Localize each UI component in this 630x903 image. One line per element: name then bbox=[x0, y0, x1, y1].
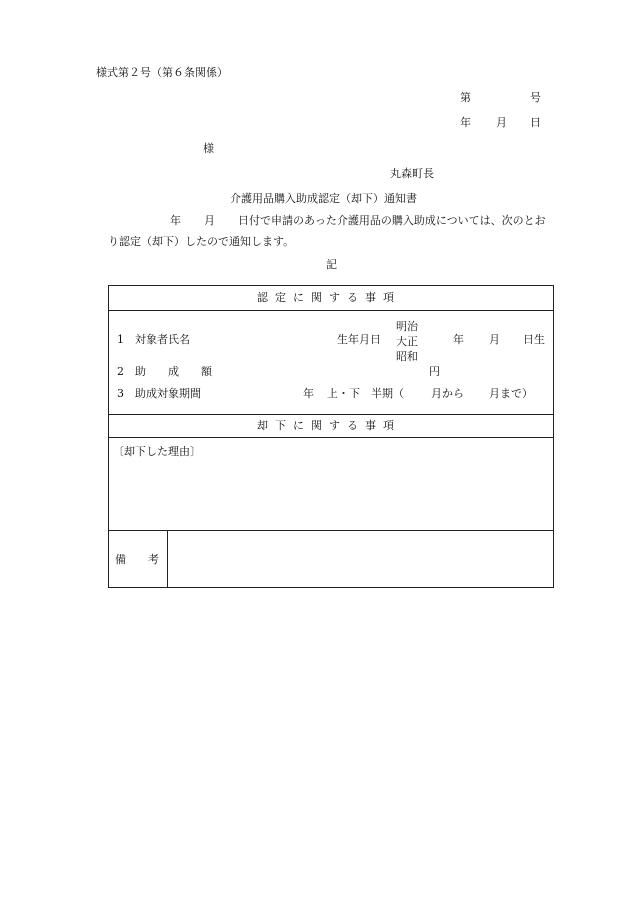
approval-section-header: 認定に関する事項 bbox=[257, 291, 401, 304]
birth-month: 月 bbox=[489, 333, 500, 346]
remarks-label: 備 考 bbox=[115, 553, 159, 566]
birth-day: 日生 bbox=[523, 333, 545, 346]
era-meiji: 明治 bbox=[396, 320, 418, 333]
body-line-2: り認定（却下）したので通知します。 bbox=[108, 235, 295, 248]
rejection-section-header: 却下に関する事項 bbox=[257, 419, 401, 432]
period-to: 月まで） bbox=[489, 387, 533, 400]
birth-year: 年 bbox=[453, 333, 464, 346]
subsidy-amount-unit: 円 bbox=[429, 365, 440, 378]
period-half: 上・下 半期（ bbox=[327, 387, 404, 400]
table-rule bbox=[109, 414, 553, 415]
issue-number-suffix: 号 bbox=[530, 91, 541, 104]
ki-label: 記 bbox=[326, 258, 337, 271]
form-number: 様式第２号（第６条関係） bbox=[96, 66, 228, 79]
period-year: 年 bbox=[303, 387, 314, 400]
issue-date-day: 日 bbox=[530, 116, 541, 129]
body-line-1: 日付で申請のあった介護用品の購入助成については、次のとお bbox=[238, 214, 546, 227]
table-rule bbox=[109, 437, 553, 438]
row3-label: 3 助成対象期間 bbox=[117, 387, 201, 400]
rejection-reason-label: 〔却下した理由〕 bbox=[113, 445, 201, 458]
issuer: 丸森町長 bbox=[390, 167, 434, 180]
issue-date-year: 年 bbox=[460, 116, 471, 129]
table-rule bbox=[109, 310, 553, 311]
row1-label: 1 対象者氏名 bbox=[117, 333, 190, 346]
table-rule bbox=[167, 530, 168, 587]
row2-label: 2 助 成 額 bbox=[117, 365, 212, 378]
document-title: 介護用品購入助成認定（却下）通知書 bbox=[230, 192, 417, 205]
issue-date-month: 月 bbox=[496, 116, 507, 129]
period-from: 月から bbox=[431, 387, 464, 400]
addressee-suffix: 様 bbox=[203, 142, 214, 155]
era-list bbox=[393, 319, 421, 364]
table-rule bbox=[109, 530, 553, 531]
body-month: 月 bbox=[204, 214, 215, 227]
era-taisho: 大正 bbox=[396, 335, 418, 348]
body-year: 年 bbox=[170, 214, 181, 227]
issue-number-prefix: 第 bbox=[460, 91, 471, 104]
era-showa: 昭和 bbox=[396, 350, 418, 363]
birth-date-label: 生年月日 bbox=[337, 333, 381, 346]
details-table bbox=[108, 285, 554, 588]
